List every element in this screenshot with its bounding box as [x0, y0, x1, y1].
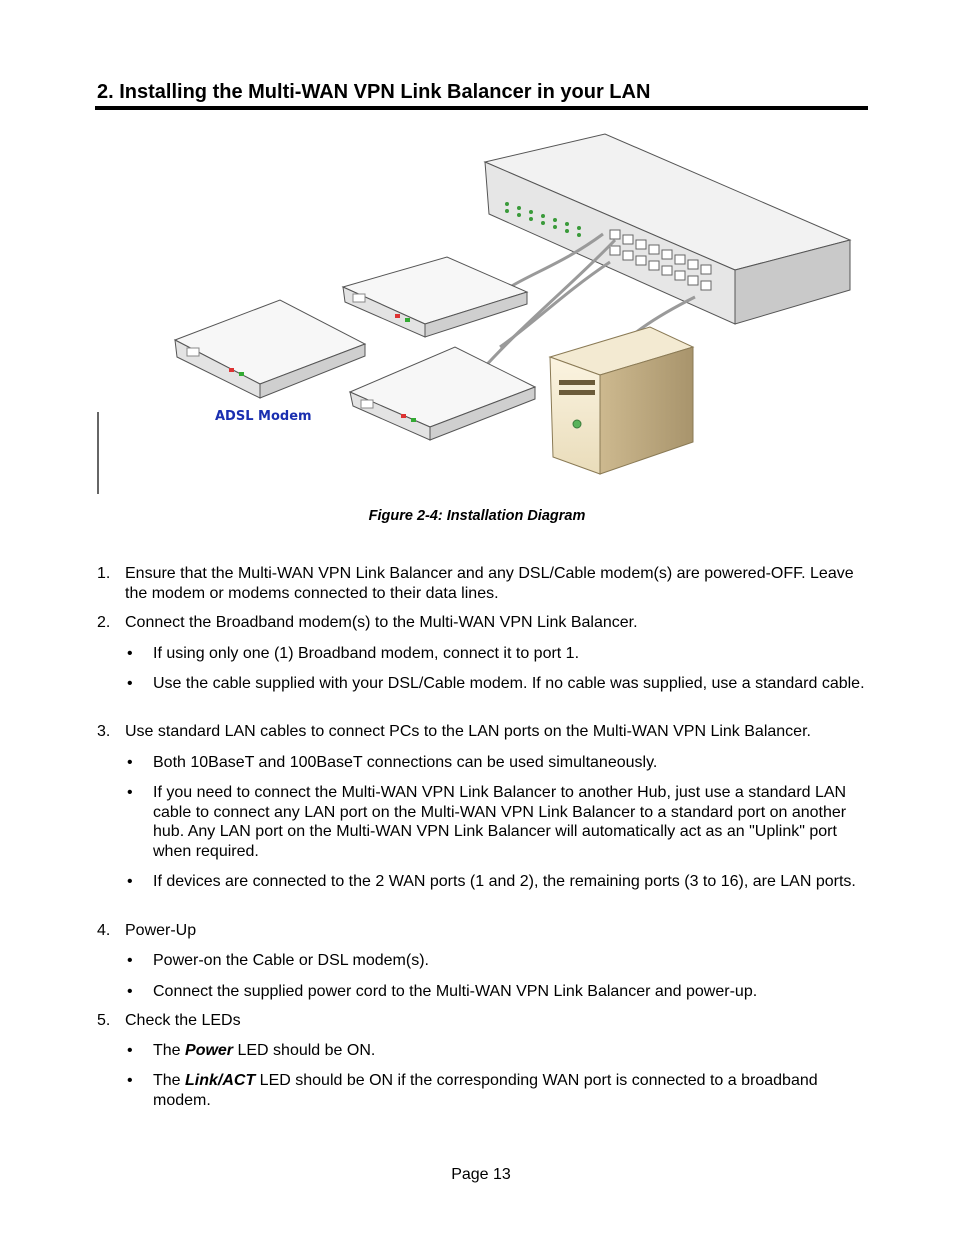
bullet-text: If using only one (1) Broadband modem, connect it to port 1.: [153, 645, 580, 662]
step-number: 5.: [97, 1012, 111, 1029]
bullet-text-post: LED should be ON if the corresponding WAN port is connected to a broadband modem.: [153, 1072, 818, 1109]
bullet-text: If devices are connected to the 2 WAN ports (1 and 2), the remaining ports (3 to 16), are LAN ports.: [153, 873, 856, 890]
link-act-term: Link/ACT: [185, 1072, 256, 1089]
bullet-glyph: •: [127, 675, 133, 692]
bullet-text: Use the cable supplied with your DSL/Cable modem. If no cable was supplied, use a standard cable.: [153, 675, 865, 692]
bullet-text: Connect the supplied power cord to the Multi-WAN VPN Link Balancer and power-up.: [153, 983, 758, 1000]
bullet-text: [153, 1071, 871, 1110]
bullet-text: Power-on the Cable or DSL modem(s).: [153, 952, 429, 969]
bullet-text: If you need to connect the Multi-WAN VPN Link Balancer to another Hub, just use a standard LAN cable to connect any LAN port on the Multi-WAN VPN Link Balancer to a standard port on another hub. Any LAN port on the Multi-WAN VPN Link Balancer will automatically act as an "Uplink" port when required.: [153, 784, 847, 860]
modem-label: ADSL Modem: [215, 409, 312, 424]
bullet-glyph: •: [127, 645, 133, 662]
bullet-glyph: •: [127, 983, 133, 1000]
adsl-modem-1: [343, 257, 527, 337]
pc-tower: [550, 327, 693, 474]
step-number: 4.: [97, 922, 111, 939]
bullet-glyph: •: [127, 1072, 133, 1089]
power-term: Power: [185, 1042, 234, 1059]
bullet-text: [153, 1041, 871, 1061]
bullet-glyph: •: [127, 873, 133, 890]
step-text: Power-Up: [125, 922, 197, 939]
bullet-glyph: •: [127, 754, 133, 771]
bullet-glyph: •: [127, 952, 133, 969]
page-number: Page 13: [451, 1166, 511, 1183]
bullet-text-post: LED should be ON.: [233, 1042, 376, 1059]
bullet-glyph: •: [127, 1042, 133, 1059]
step-text: Connect the Broadband modem(s) to the Multi-WAN VPN Link Balancer.: [125, 614, 638, 631]
step-text: Ensure that the Multi-WAN VPN Link Balancer and any DSL/Cable modem(s) are powered-OFF. Leave the modem or modems connected to their data lines.: [125, 565, 854, 602]
bullet-text-pre: The: [153, 1072, 186, 1089]
section-heading: 2. Installing the Multi-WAN VPN Link Balancer in your LAN: [97, 81, 651, 103]
step-number: 3.: [97, 723, 111, 740]
bullet-text-pre: The: [153, 1042, 186, 1059]
link-balancer-device: [485, 134, 850, 324]
figure-caption: Figure 2-4: Installation Diagram: [368, 508, 586, 524]
step-text: Use standard LAN cables to connect PCs to the LAN ports on the Multi-WAN VPN Link Balancer.: [125, 723, 811, 740]
heading-rule: [95, 106, 868, 110]
bullet-text: Both 10BaseT and 100BaseT connections can be used simultaneously.: [153, 754, 658, 771]
installation-diagram-svg: [95, 122, 865, 502]
adsl-modem-3: [350, 347, 535, 440]
step-text: Check the LEDs: [125, 1012, 241, 1029]
step-number: 2.: [97, 614, 111, 631]
bullet-glyph: •: [127, 784, 133, 801]
step-number: 1.: [97, 565, 111, 582]
adsl-modem-2: [175, 300, 365, 398]
installation-diagram: [95, 122, 865, 502]
